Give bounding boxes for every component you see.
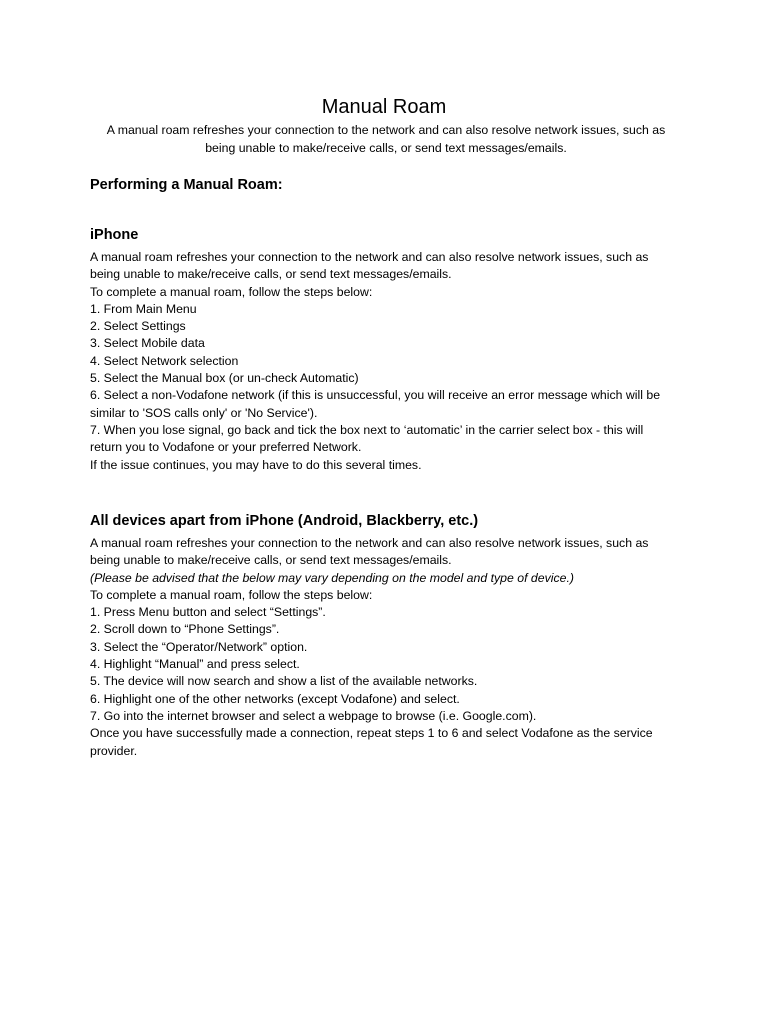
iphone-step: 3. Select Mobile data [90,336,205,351]
other-devices-line: To complete a manual roam, follow the steps below: [90,587,373,602]
intro-line: being unable to make/receive calls, or send text messages/emails. [205,140,567,155]
other-devices-line: provider. [90,743,138,758]
iphone-step: 2. Select Settings [90,319,186,334]
other-devices-step: 3. Select the “Operator/Network” option. [90,639,308,654]
other-devices-section [90,535,690,760]
other-devices-step: 5. The device will now search and show a list of the available networks. [90,674,478,689]
iphone-line: To complete a manual roam, follow the steps below: [90,284,373,299]
other-devices-step: 1. Press Menu button and select “Settings”. [90,605,326,620]
intro-paragraph [90,122,682,157]
iphone-step: 7. When you lose signal, go back and tick the box next to ‘automatic’ in the carrier select box - this will [90,422,644,437]
iphone-step: 4. Select Network selection [90,353,239,368]
other-devices-step: 2. Scroll down to “Phone Settings”. [90,622,280,637]
other-devices-step: 6. Highlight one of the other networks (except Vodafone) and select. [90,691,460,706]
device-note: (Please be advised that the below may vary depending on the model and type of device.) [90,570,574,585]
other-devices-heading: All devices apart from iPhone (Android, Blackberry, etc.) [90,513,479,529]
iphone-line: If the issue continues, you may have to do this several times. [90,457,422,472]
performing-heading: Performing a Manual Roam: [90,177,283,193]
other-devices-line: being unable to make/receive calls, or send text messages/emails. [90,553,452,568]
other-devices-step: 7. Go into the internet browser and select a webpage to browse (i.e. Google.com). [90,708,537,723]
iphone-step: 1. From Main Menu [90,301,197,316]
iphone-step: similar to 'SOS calls only' or 'No Service'). [90,405,318,420]
iphone-line: being unable to make/receive calls, or send text messages/emails. [90,267,452,282]
iphone-section [90,249,690,474]
iphone-step: return you to Vodafone or your preferred Network. [90,440,362,455]
intro-line: A manual roam refreshes your connection to the network and can also resolve network issues, such as [106,123,666,137]
other-devices-line: A manual roam refreshes your connection to the network and can also resolve network issues, such as [90,536,649,550]
other-devices-line: Once you have successfully made a connection, repeat steps 1 to 6 and select Vodafone as the service [90,726,653,741]
iphone-heading: iPhone [90,227,139,243]
iphone-step: 6. Select a non-Vodafone network (if this is unsuccessful, you will receive an error message which will be [90,388,661,403]
iphone-line: A manual roam refreshes your connection to the network and can also resolve network issues, such as [90,250,649,264]
iphone-step: 5. Select the Manual box (or un-check Automatic) [90,371,359,386]
page-title: Manual Roam [321,96,447,118]
other-devices-step: 4. Highlight “Manual” and press select. [90,657,300,672]
